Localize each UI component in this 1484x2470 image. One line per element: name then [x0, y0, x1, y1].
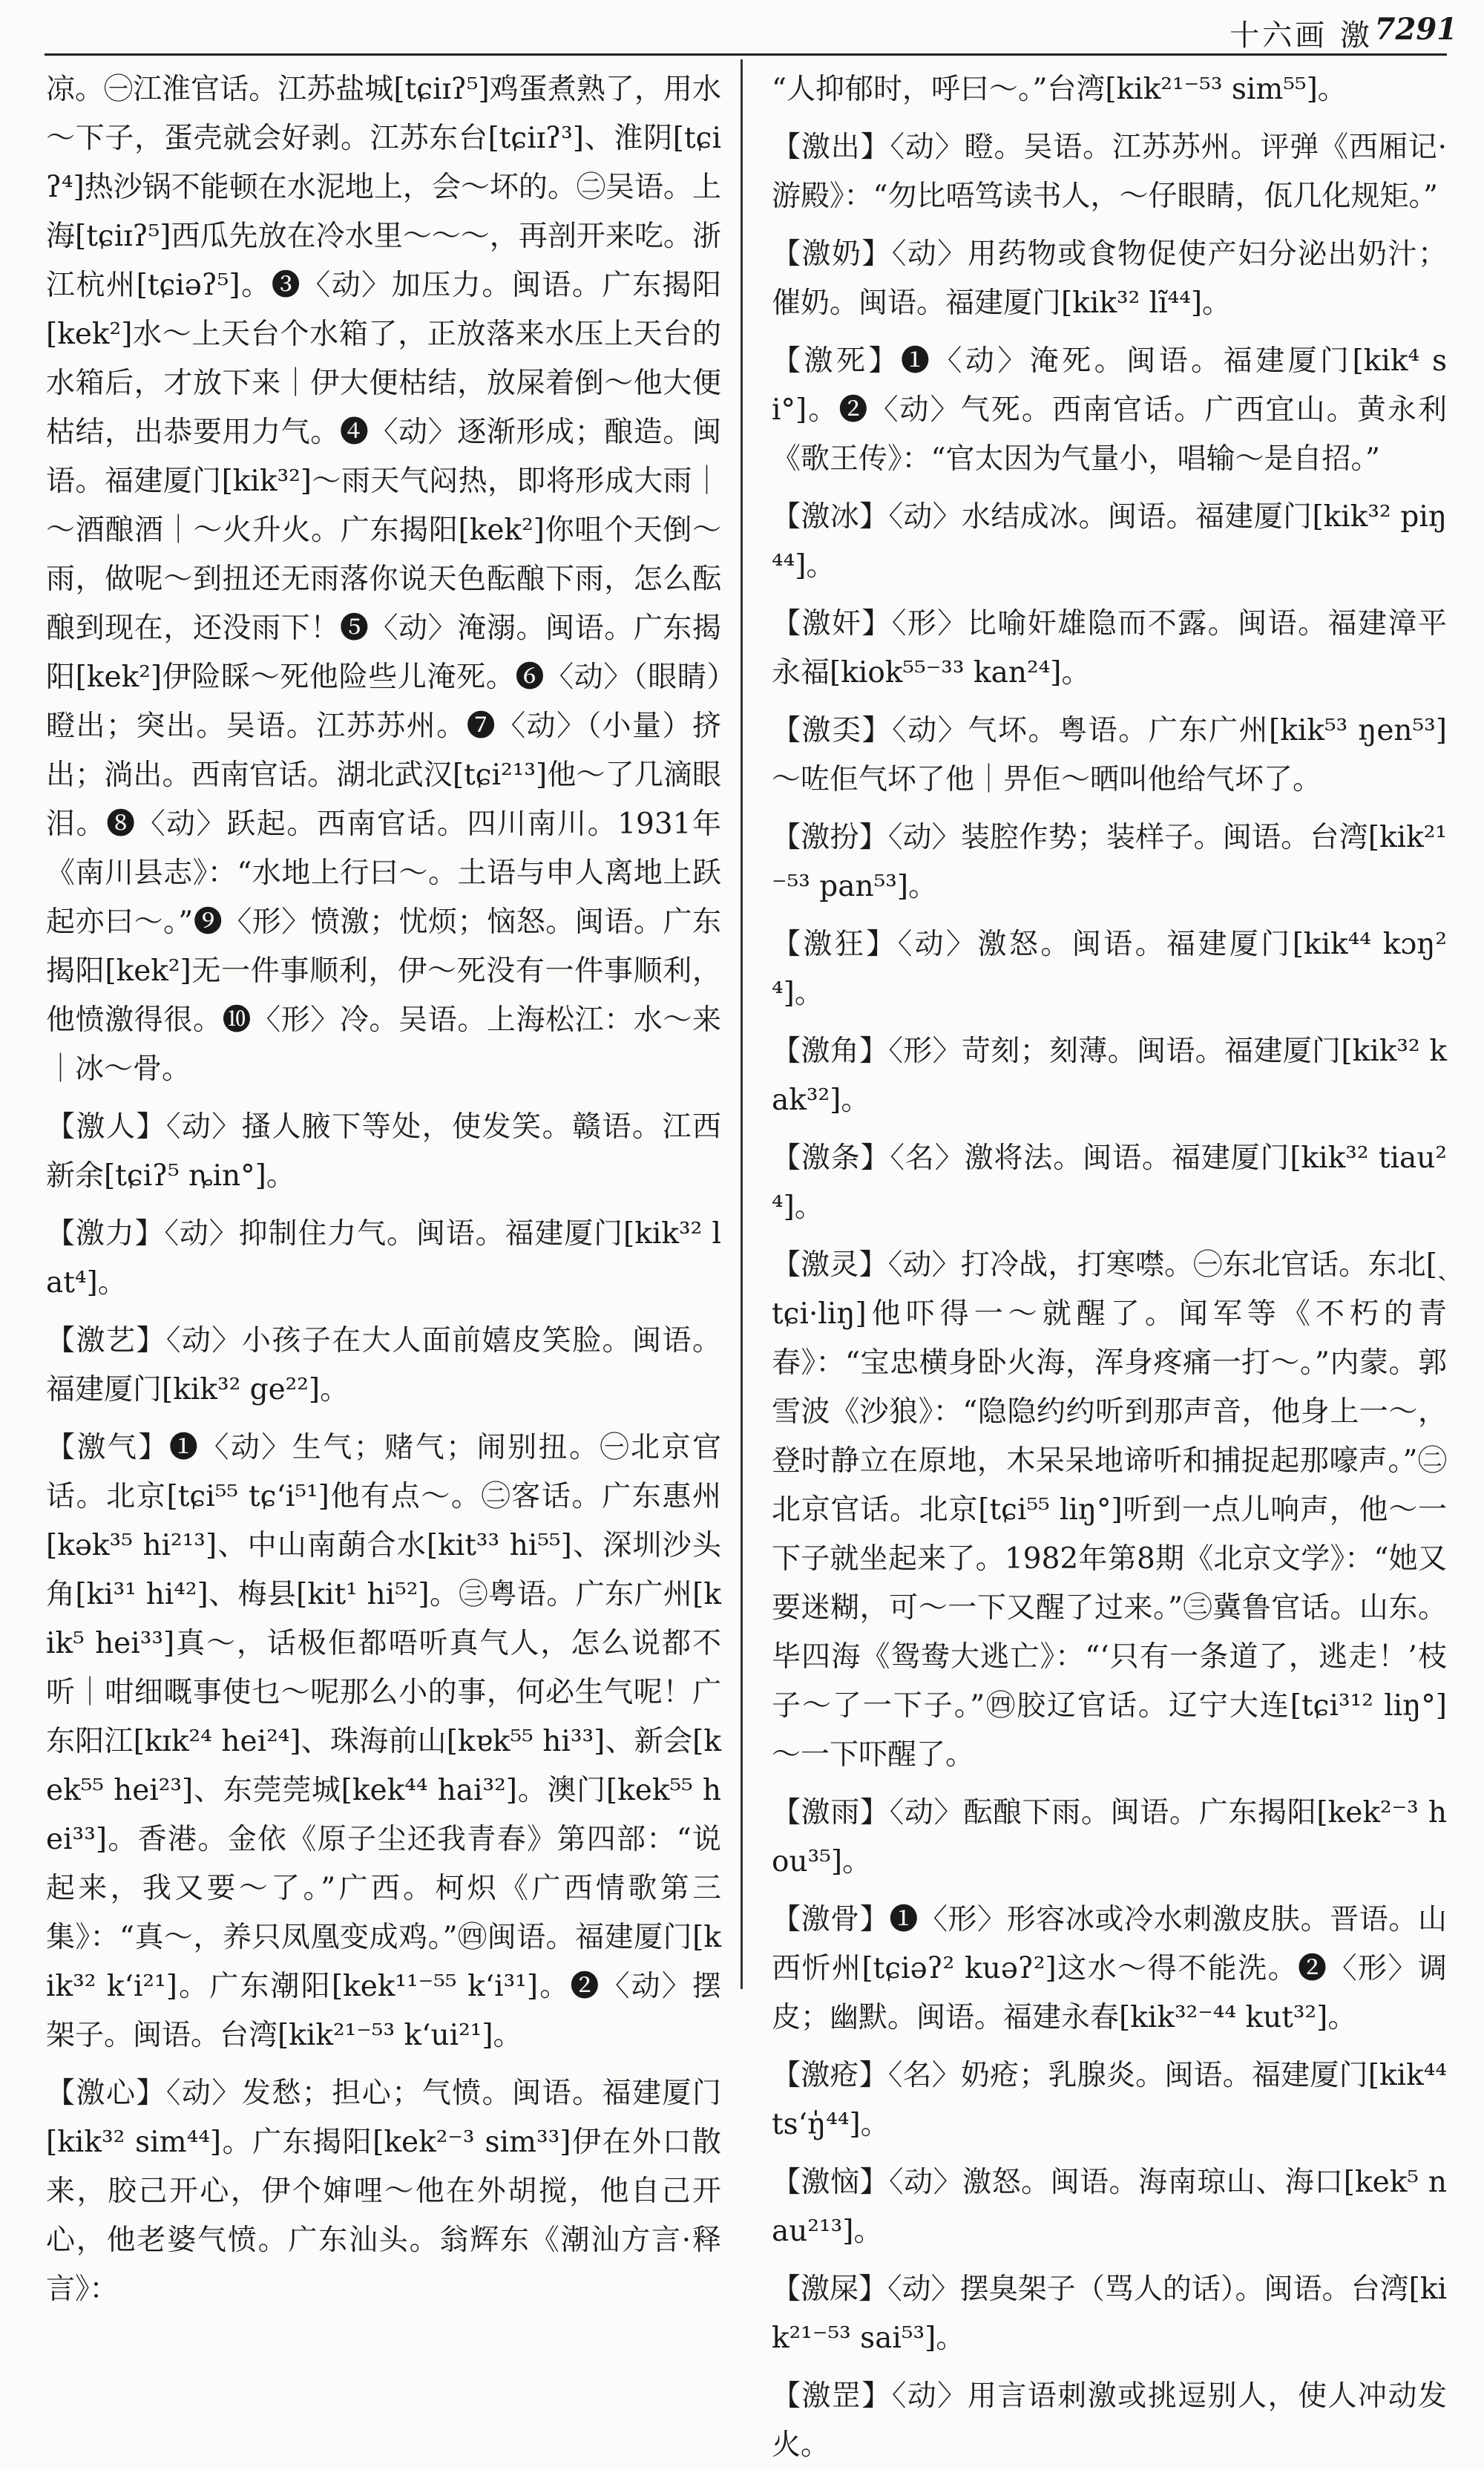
- left-column: [46, 65, 721, 2306]
- page-header: [0, 0, 1484, 52]
- dictionary-entry: 【激骨】❶〈形〉形容冰或冷水刺激皮肤。晋语。山西忻州[tɕiəʔ² kuəʔ²]这水～得不能洗。❷〈形〉调皮；幽默。闽语。福建永春[kik³²⁻⁴⁴ kut³²]。: [772, 1903, 1447, 2034]
- dictionary-entry: 【激雨】〈动〉酝酿下雨。闽语。广东揭阳[kek²⁻³ hou³⁵]。: [772, 1796, 1447, 1878]
- dictionary-entry: 【激气】❶〈动〉生气；赌气；闹别扭。㊀北京官话。北京[tɕi⁵⁵ tɕʻi⁵¹]他有点～。㊁客话。广东惠州[kək³⁵ hi²¹³]、中山南蓢合水[kit³³ hi⁵⁵]、深圳沙头角[ki³¹ hi⁴²]、梅县[kit¹ hi⁵²]。㊂粤语。广东广州[kik⁵ hei³³]真～，话极佢都唔听真气人，怎么说都不听｜咁细嘅事使乜～呢那么小的事，何必生气呢！广东阳江[kɪk²⁴ hei²⁴]、珠海前山[kɐk⁵⁵ hi³³]、新会[kek⁵⁵ hei²³]、东莞莞城[kek⁴⁴ hai³²]。澳门[kek⁵⁵ hei³³]。香港。金依《原子尘还我青春》第四部：“说起来，我又要～了。”广西。柯炽《广西情歌第三集》：“真～，养只凤凰变成鸡。”㊃闽语。福建厦门[kik³² kʻi²¹]。广东潮阳[kek¹¹⁻⁵⁵ kʻi³¹]。❷〈动〉摆架子。闽语。台湾[kik²¹⁻⁵³ kʻui²¹]。: [46, 1431, 721, 2052]
- dictionary-entry: 【激角】〈形〉苛刻；刻薄。闽语。福建厦门[kik³² kak³²]。: [772, 1035, 1447, 1117]
- header-rule: [45, 53, 1447, 56]
- dictionary-entry: 【激恼】〈动〉激怒。闽语。海南琼山、海口[kek⁵ nau²¹³]。: [772, 2166, 1447, 2248]
- dictionary-entry: 【激奀】〈动〉气坏。粤语。广东广州[kik⁵³ ŋen⁵³]～咗佢气坏了他｜畀佢～晒叫他给气坏了。: [772, 714, 1447, 796]
- dictionary-entry: 【激灵】〈动〉打冷战，打寒噤。㊀东北官话。东北[ˏtɕi·liŋ]他吓得一～就醒了。闻军等《不朽的青春》：“宝忠横身卧火海，浑身疼痛一打～。”内蒙。郭雪波《沙狼》：“隐隐约约听到那声音，他身上一～，登时静立在原地，木呆呆地谛听和捕捉起那嚎声。”㊁北京官话。北京[tɕi⁵⁵ liŋ°]听到一点儿响声，他～一下子就坐起来了。1982年第8期《北京文学》：“她又要迷糊，可～一下又醒了过来。”㊂冀鲁官话。山东。毕四海《鸳鸯大逃亡》：“‘只有一条道了，逃走！’枝子～了一下子。”㊃胶辽官话。辽宁大连[tɕi³¹² liŋ°]～一下吓醒了。: [772, 1248, 1447, 1772]
- section-heading: 十六画 激: [1229, 19, 1373, 53]
- dictionary-entry: 【激扮】〈动〉装腔作势；装样子。闽语。台湾[kik²¹⁻⁵³ pan⁵³]。: [772, 821, 1447, 903]
- right-column: [772, 65, 1447, 2462]
- column-divider: [741, 59, 743, 1989]
- dictionary-entry: 【激条】〈名〉激将法。闽语。福建厦门[kik³² tiau²⁴]。: [772, 1141, 1447, 1224]
- entry-continuation: “人抑郁时，呼曰～。”台湾[kik²¹⁻⁵³ sim⁵⁵]。: [772, 73, 1347, 106]
- dictionary-entry: 【激艺】〈动〉小孩子在大人面前嬉皮笑脸。闽语。福建厦门[kik³² ge²²]。: [46, 1324, 721, 1406]
- dictionary-entry: 【激心】〈动〉发愁；担心；气愤。闽语。福建厦门[kik³² sim⁴⁴]。广东揭阳[kek²⁻³ sim³³]伊在外口散来，胶己开心，伊个婶哩～他在外胡搅，他自己开心，他老婆气愤。广东汕头。翁辉东《潮汕方言·释言》：: [46, 2077, 721, 2306]
- dictionary-entry: 【激狂】〈动〉激怒。闽语。福建厦门[kik⁴⁴ kɔŋ²⁴]。: [772, 928, 1447, 1010]
- dictionary-entry: 【激人】〈动〉搔人腋下等处，使发笑。赣语。江西新余[tɕiʔ⁵ ȵin°]。: [46, 1110, 721, 1193]
- page-number: 7291: [1374, 12, 1457, 47]
- dictionary-entry: 【激死】❶〈动〉淹死。闽语。福建厦门[kik⁴ si°]。❷〈动〉气死。西南官话。广西宜山。黄永利《歌王传》：“官太因为气量小，唱输～是自招。”: [772, 344, 1447, 476]
- dictionary-entry: 【激疮】〈名〉奶疮；乳腺炎。闽语。福建厦门[kik⁴⁴ tsʻŋ̍⁴⁴]。: [772, 2059, 1447, 2141]
- entry-continuation: 凉。㊀江淮官话。江苏盐城[tɕiɪʔ⁵]鸡蛋煮熟了，用水～下子，蛋壳就会好剥。江苏东台[tɕiɪʔ³]、淮阴[tɕiʔ⁴]热沙锅不能顿在水泥地上，会～坏的。㊁吴语。上海[tɕiɪʔ⁵]西瓜先放在冷水里～～～，再剖开来吃。浙江杭州[tɕiəʔ⁵]。❸〈动〉加压力。闽语。广东揭阳[kek²]水～上天台个水箱了，正放落来水压上天台的水箱后，才放下来｜伊大便枯结，放屎着倒～他大便枯结，出恭要用力气。❹〈动〉逐渐形成；酿造。闽语。福建厦门[kik³²]～雨天气闷热，即将形成大雨｜～酒酿酒｜～火升火。广东揭阳[kek²]你咀个天倒～雨，做呢～到扭还无雨落你说天色酝酿下雨，怎么酝酿到现在，还没雨下！❺〈动〉淹溺。闽语。广东揭阳[kek²]伊险睬～死他险些儿淹死。❻〈动〉（眼睛）瞪出；突出。吴语。江苏苏州。❼〈动〉（小量）挤出；淌出。西南官话。湖北武汉[tɕi²¹³]他～了几滴眼泪。❽〈动〉跃起。西南官话。四川南川。1931年《南川县志》：“水地上行曰～。土语与申人离地上跃起亦曰～。”❾〈形〉愤激；忧烦；恼怒。闽语。广东揭阳[kek²]无一件事顺利，伊～死没有一件事顺利，他愤激得很。❿〈形〉冷。吴语。上海松江：水～来｜冰～骨。: [46, 73, 721, 1086]
- dictionary-entry: 【激屎】〈动〉摆臭架子（骂人的话）。闽语。台湾[kik²¹⁻⁵³ sai⁵³]。: [772, 2273, 1447, 2355]
- dictionary-entry: 【激奸】〈形〉比喻奸雄隐而不露。闽语。福建漳平永福[kiok⁵⁵⁻³³ kan²⁴]。: [772, 607, 1447, 689]
- dictionary-entry: 【激力】〈动〉抑制住力气。闽语。福建厦门[kik³² lat⁴]。: [46, 1217, 721, 1300]
- dictionary-entry: 【激罡】〈动〉用言语刺激或挑逗别人，使人冲动发火。: [772, 2379, 1447, 2462]
- dictionary-entry: 【激奶】〈动〉用药物或食物促使产妇分泌出奶汁；催奶。闽语。福建厦门[kik³² lĩ⁴⁴]。: [772, 238, 1447, 320]
- dictionary-entry: 【激冰】〈动〉水结成冰。闽语。福建厦门[kik³² piŋ⁴⁴]。: [772, 500, 1447, 583]
- dictionary-entry: 【激出】〈动〉瞪。吴语。江苏苏州。评弹《西厢记·游殿》：“勿比唔笃读书人，～仔眼睛，佤几化规矩。”: [772, 131, 1447, 213]
